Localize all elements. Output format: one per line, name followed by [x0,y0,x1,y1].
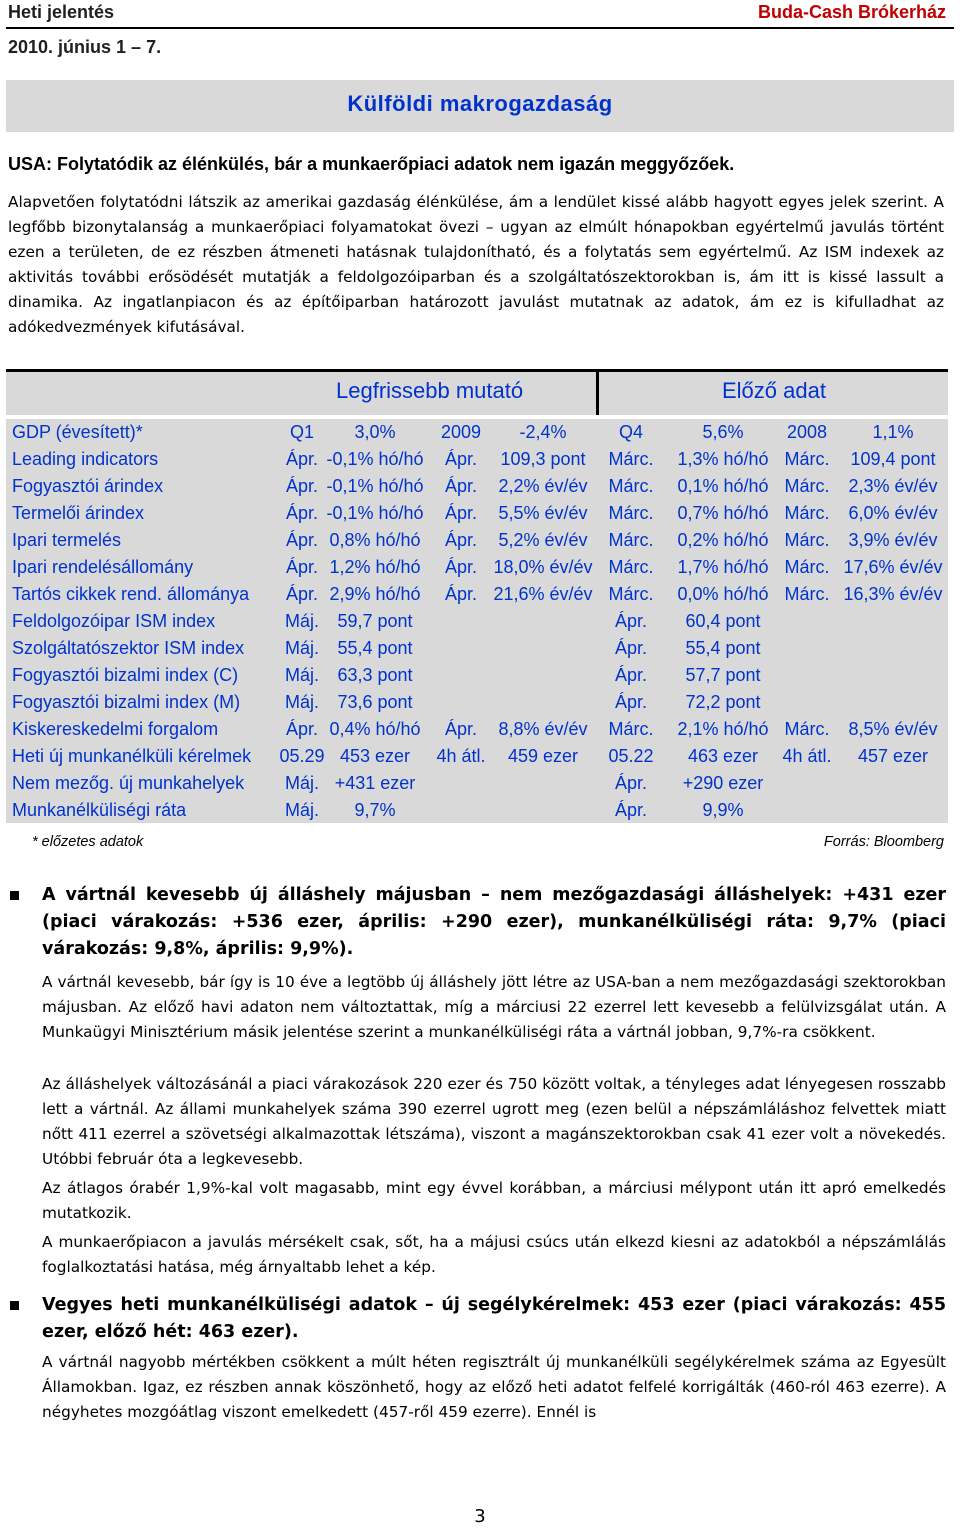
table-cell: Márc. [608,476,654,496]
indicator-name: Termelői árindex [12,503,145,523]
article-headline: USA: Folytatódik az élénkülés, bár a munkaerőpiaci adatok nem igazán meggyőzőek. [8,154,735,174]
table-cell: Ápr. [285,503,319,523]
footnote: * előzetes adatok [32,834,144,850]
table-cell: 0,2% hó/hó [677,530,769,550]
table-cell: Márc. [608,557,654,577]
table-row [6,635,948,662]
table-cell: Ápr. [614,638,648,658]
indicator-table [6,369,948,823]
page-number: 3 [474,1506,486,1527]
table-cell: Márc. [784,503,830,523]
indicator-name: GDP (évesített)* [12,422,143,442]
table-cell: 60,4 pont [685,611,761,631]
table-cell: Ápr. [444,584,478,604]
table-cell: 5,2% év/év [498,530,588,550]
table-row [6,716,948,743]
intro-paragraph: Alapvetően folytatódni látszik az amerikai gazdaság élénkülése, ám a lendület kissé alább hagyott egyes jelek szerint. A legfőbb bizonytalanság a munkaerőpiaci folyamatokat övezi – ugyan az elmúlt hónapokban egyértelmű javulás történt ezen a területen, de ez részben átmeneti hatásnak tulajdonítható, és a folytatás sem egyértelmű. Az ISM indexek az aktivitás további erősödését mutatják a feldolgozóiparban és a szolgáltatószektorokban is, ám itt is kissé lassult a dinamika. Az ingatlanpiacon és az építőiparban határozott javulást mutatnak az adatok, ám ez is kifulladhat az adókedvezmények kifutásával. [8,193,944,336]
table-cell: 55,4 pont [337,638,413,658]
table-cell: 2,2% év/év [498,476,588,496]
table-cell: -2,4% [519,422,567,442]
table-cell: 4h átl. [782,746,832,766]
table-row [6,662,948,689]
table-cell: 2,9% hó/hó [329,584,421,604]
table-cell: Ápr. [444,449,478,469]
indicator-name: Kiskereskedelmi forgalom [12,719,219,739]
table-cell: Márc. [608,449,654,469]
table-cell: 2,1% hó/hó [677,719,769,739]
table-cell: -0,1% hó/hó [326,503,424,523]
table-cell: 59,7 pont [337,611,413,631]
table-cell: 5,6% [702,422,744,442]
indicator-name: Feldolgozóipar ISM index [12,611,216,631]
table-cell: Máj. [284,800,319,820]
table-cell: Q1 [289,422,314,442]
table-cell: Máj. [284,692,319,712]
table-row [6,608,948,635]
table-cell: Márc. [784,584,830,604]
table-cell: Márc. [608,530,654,550]
table-row [6,527,948,554]
table-cell: Ápr. [614,800,648,820]
indicator-name: Nem mezőg. új munkahelyek [12,773,245,793]
table-cell: Márc. [784,557,830,577]
latest-column-header: Legfrissebb mutató [336,378,524,403]
table-cell: 1,3% hó/hó [677,449,769,469]
table-row [6,770,948,797]
table-cell: 9,9% [702,800,744,820]
table-cell: Márc. [608,584,654,604]
table-cell: Ápr. [614,665,648,685]
table-cell: 8,8% év/év [498,719,588,739]
section-title: Külföldi makrogazdaság [347,91,613,116]
table-cell: Ápr. [614,611,648,631]
table-cell: Ápr. [285,557,319,577]
source-note: Forrás: Bloomberg [823,834,944,850]
report-date: 2010. június 1 – 7. [8,37,162,57]
table-cell: Márc. [784,530,830,550]
table-cell: Ápr. [285,584,319,604]
table-row [6,500,948,527]
table-cell: +290 ezer [682,773,764,793]
table-cell: Máj. [284,773,319,793]
indicator-name: Munkanélküliségi ráta [12,800,187,820]
table-cell: 0,0% hó/hó [677,584,769,604]
table-cell: Ápr. [444,476,478,496]
table-cell: Márc. [784,449,830,469]
table-cell: -0,1% hó/hó [326,476,424,496]
table-cell: 109,4 pont [850,449,936,469]
company-name: Buda-Cash Brókerház [757,2,946,22]
table-cell: 05.29 [279,746,325,766]
bullet1-paragraph: A vártnál kevesebb, bár így is 10 éve a legtöbb új álláshely jött létre az USA-ban a nem mezőgazdasági szektorokban májusban. Az előző havi adaton nem változtattak, míg a márciusi 22 ezerrel lett kevesebb a felülvizsgálat után. A Munkaügyi Minisztérium másik jelentése szerint a munkanélküliségi ráta a vártnál jobban, 9,7%-ra csökkent. [42,973,946,1041]
bullet-square-icon [10,891,19,900]
table-row [6,419,948,446]
table-cell: Márc. [608,719,654,739]
table-cell: 109,3 pont [500,449,586,469]
header-separator [596,372,599,415]
table-cell: Ápr. [285,719,319,739]
indicator-name: Fogyasztói árindex [12,476,164,496]
report-title: Heti jelentés [8,2,115,22]
table-cell: 2008 [786,422,828,442]
bullet1-paragraph: Az álláshelyek változásánál a piaci várakozások 220 ezer és 750 között voltak, a tényleges adat lényegesen rosszabb lett a vártnál. Az állami munkahelyek száma 390 ezerrel ugrott meg (ezen belül a népszámláláshoz felvettek miatt nőtt 411 ezerrel a szövetségi alkalmazottak létszáma), viszont a magánszektorokban csak 41 ezer volt a növekedés. Utóbbi február óta a legkevesebb. [42,1075,946,1168]
bullet2-headline: Vegyes heti munkanélküliségi adatok – új segélykérelmek: 453 ezer (piaci várakozás: 455 ezer, előző hét: 463 ezer). [42,1295,946,1342]
table-row [6,473,948,500]
indicator-name: Ipari termelés [12,530,122,550]
table-cell: Ápr. [285,476,319,496]
table-cell: 2009 [440,422,482,442]
table-cell: 72,2 pont [685,692,761,712]
bullet1-headline: A vártnál kevesebb új álláshely májusban – nem mezőgazdasági álláshelyek: +431 ezer (piaci várakozás: +536 ezer, április: +290 ezer), munkanélküliségi ráta: 9,7% (piaci várakozás: 9,8%, április: 9,9%). [42,885,946,959]
table-cell: 17,6% év/év [843,557,943,577]
table-cell: 55,4 pont [685,638,761,658]
table-cell: 3,0% [354,422,396,442]
bullet2-paragraph: A vártnál nagyobb mértékben csökkent a múlt héten regisztrált új munkanélküli segélykérelmek száma az Egyesült Államokban. Igaz, ez részben annak köszönhető, hogy az előző heti adatot felfelé korrigálták (460-ról 463 ezerre). A négyhetes mozgóátlag viszont emelkedett (457-ről 459 ezerre). Ennél is [42,1353,946,1421]
table-cell: 1,1% [872,422,914,442]
table-cell: 2,3% év/év [848,476,938,496]
table-cell: 63,3 pont [337,665,413,685]
table-cell: Ápr. [444,530,478,550]
indicator-name: Ipari rendelésállomány [12,557,194,577]
table-cell: +431 ezer [334,773,416,793]
table-cell: Máj. [284,611,319,631]
table-cell: 73,6 pont [337,692,413,712]
table-row [6,446,948,473]
table-row [6,581,948,608]
table-cell: 9,7% [354,800,396,820]
table-cell: 16,3% év/év [843,584,943,604]
table-cell: 0,1% hó/hó [677,476,769,496]
indicator-name: Fogyasztói bizalmi index (C) [12,665,239,685]
table-cell: 459 ezer [507,746,579,766]
table-cell: 4h átl. [436,746,486,766]
table-cell: Márc. [784,476,830,496]
table-cell: 5,5% év/év [498,503,588,523]
table-cell: Ápr. [444,719,478,739]
table-cell: 3,9% év/év [848,530,938,550]
table-cell: 463 ezer [687,746,759,766]
table-cell: 6,0% év/év [848,503,938,523]
section-banner [6,80,954,132]
indicator-name: Szolgáltatószektor ISM index [12,638,245,658]
bullet1-paragraph: Az átlagos órabér 1,9%-kal volt magasabb, mint egy évvel korábban, a márciusi mélypont után itt apró emelkedés mutatkozik. [42,1179,946,1222]
table-cell: 0,7% hó/hó [677,503,769,523]
table-cell: Ápr. [444,557,478,577]
table-cell: -0,1% hó/hó [326,449,424,469]
bullet-square-icon [10,1301,19,1310]
table-cell: Q4 [618,422,643,442]
table-cell: 1,2% hó/hó [329,557,421,577]
table-row [6,743,948,770]
table-cell: Ápr. [444,503,478,523]
table-cell: Ápr. [285,530,319,550]
table-cell: Máj. [284,638,319,658]
table-cell: Ápr. [614,773,648,793]
table-row [6,797,948,824]
table-row [6,554,948,581]
table-cell: 21,6% év/év [493,584,593,604]
table-cell: Márc. [608,503,654,523]
table-cell: Márc. [784,719,830,739]
table-cell: 57,7 pont [685,665,761,685]
indicator-name: Heti új munkanélküli kérelmek [12,746,252,766]
indicator-name: Leading indicators [12,449,159,469]
table-cell: 453 ezer [339,746,411,766]
table-cell: 0,4% hó/hó [329,719,421,739]
table-cell: 05.22 [608,746,654,766]
table-row [6,689,948,716]
table-cell: 1,7% hó/hó [677,557,769,577]
table-cell: Ápr. [614,692,648,712]
indicator-name: Fogyasztói bizalmi index (M) [12,692,241,712]
table-cell: Máj. [284,665,319,685]
table-cell: 8,5% év/év [848,719,938,739]
header-rule [6,27,954,29]
table-cell: Ápr. [285,449,319,469]
indicator-name: Tartós cikkek rend. állománya [12,584,250,604]
table-cell: 0,8% hó/hó [329,530,421,550]
table-cell: 18,0% év/év [493,557,593,577]
bullet1-paragraph: A munkaerőpiacon a javulás mérsékelt csak, sőt, ha a májusi csúcs után elkezd kiesni az adatokból a népszámlálás foglalkoztatási hatása, még árnyaltabb lehet a kép. [42,1233,946,1276]
previous-column-header: Előző adat [722,378,826,403]
table-cell: 457 ezer [857,746,929,766]
